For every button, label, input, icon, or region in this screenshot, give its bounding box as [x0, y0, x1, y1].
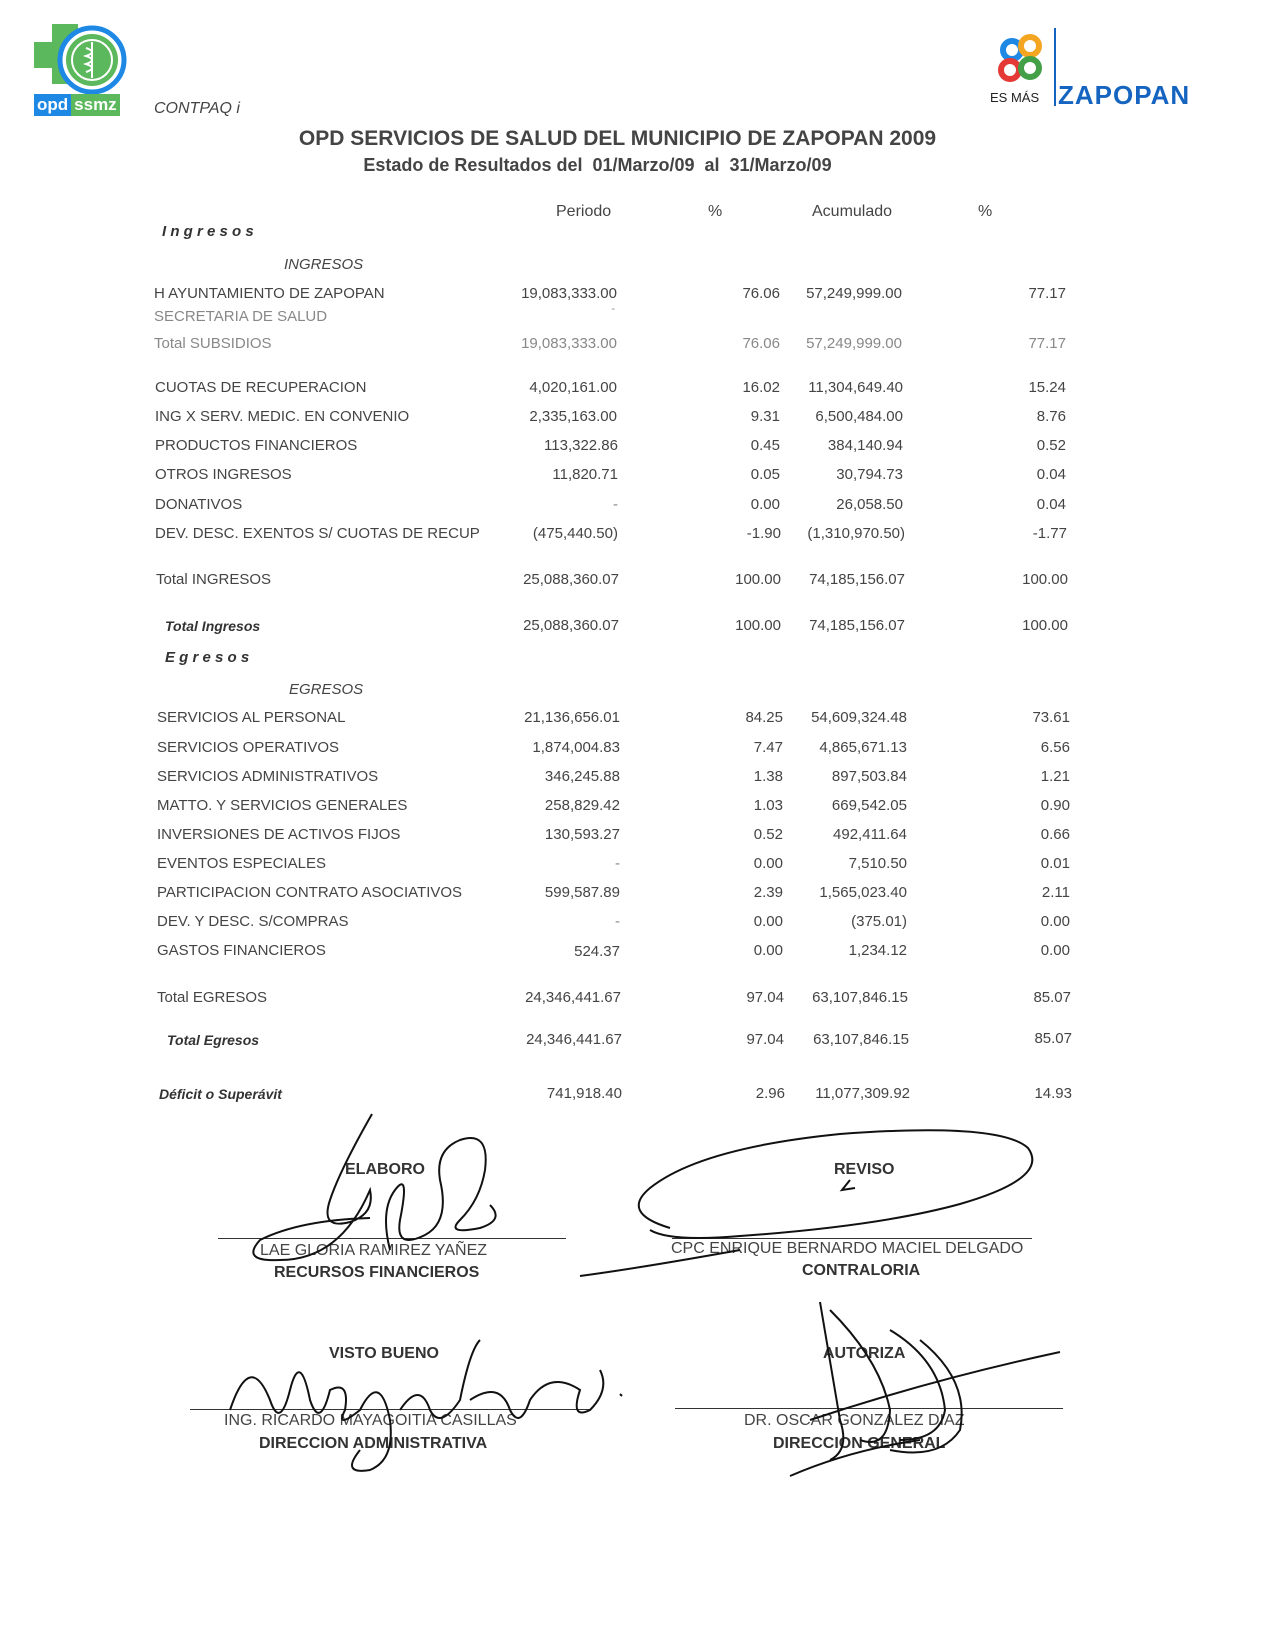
row-label: GASTOS FINANCIEROS: [157, 942, 326, 959]
row-periodo: 4,020,161.00: [529, 379, 617, 396]
row-acumulado: (375.01): [851, 913, 907, 930]
row-acumulado: 26,058.50: [836, 496, 903, 513]
signer-department: DIRECCION ADMINISTRATIVA: [259, 1435, 488, 1452]
column-header-acumulado: Acumulado: [812, 203, 893, 220]
software-name: CONTPAQ i: [154, 100, 240, 117]
row-periodo: -: [613, 496, 618, 513]
row-pct2: 15.24: [1028, 379, 1066, 396]
row-label: DONATIVOS: [155, 496, 243, 513]
ssmz-logo-text: ssmz: [71, 94, 120, 116]
row-pct1: 100.00: [735, 571, 781, 588]
row-periodo: 11,820.71: [552, 466, 618, 483]
row-label: SERVICIOS AL PERSONAL: [157, 709, 346, 726]
signer-department: CONTRALORIA: [802, 1262, 921, 1279]
row-label: Total INGRESOS: [156, 571, 272, 588]
row-pct1: 0.00: [753, 855, 783, 872]
group-ingresos: INGRESOS: [284, 256, 364, 273]
row-pct1: 0.52: [753, 826, 783, 843]
row-pct1: 0.00: [753, 913, 783, 930]
row-pct1: 0.05: [750, 466, 780, 483]
row-pct2: 100.00: [1022, 617, 1068, 634]
row-pct2: 0.66: [1040, 826, 1070, 843]
row-pct2: 77.17: [1028, 335, 1066, 352]
row-periodo: 524.37: [574, 943, 620, 960]
row-pct1: 0.00: [753, 942, 783, 959]
row-pct2: 85.07: [1033, 989, 1071, 1006]
row-acumulado: 1,234.12: [848, 942, 907, 959]
row-label: MATTO. Y SERVICIOS GENERALES: [157, 797, 408, 814]
row-acumulado: 897,503.84: [831, 768, 907, 785]
row-pct1: 76.06: [742, 285, 780, 302]
signer-name: DR. OSCAR GONZALEZ DIAZ: [744, 1412, 965, 1429]
row-acumulado: 669,542.05: [831, 797, 907, 814]
row-acumulado: 11,304,649.40: [808, 379, 903, 396]
row-acumulado: 11,077,309.92: [815, 1085, 910, 1102]
row-label: PRODUCTOS FINANCIEROS: [155, 437, 358, 454]
row-acumulado: 63,107,846.15: [812, 989, 908, 1006]
row-pct1: 0.00: [750, 496, 780, 513]
row-acumulado: (1,310,970.50): [807, 525, 905, 542]
row-acumulado: 74,185,156.07: [809, 571, 905, 588]
row-pct1: 9.31: [750, 408, 780, 425]
handwritten-signature: [220, 1110, 520, 1270]
row-label: Total EGRESOS: [157, 989, 268, 1006]
row-periodo: -: [615, 913, 620, 930]
row-pct2: 0.52: [1036, 437, 1066, 454]
row-label: EVENTOS ESPECIALES: [157, 855, 326, 872]
row-label: CUOTAS DE RECUPERACION: [155, 379, 367, 396]
row-pct1: 2.96: [755, 1085, 785, 1102]
zapopan-tagline: ES MÁS: [990, 90, 1040, 105]
row-pct1: 0.45: [750, 437, 780, 454]
row-pct1: 1.03: [753, 797, 783, 814]
row-pct2: 0.00: [1040, 942, 1070, 959]
row-label: Total SUBSIDIOS: [154, 335, 272, 352]
row-acumulado: 7,510.50: [848, 855, 907, 872]
signer-name: LAE GLORIA RAMIREZ YAÑEZ: [260, 1242, 488, 1259]
row-pct2: 0.04: [1036, 466, 1066, 483]
row-acumulado: 63,107,846.15: [813, 1031, 909, 1048]
row-label: Total Egresos: [167, 1032, 260, 1048]
row-label: OTROS INGRESOS: [155, 466, 292, 483]
row-pct2: 85.07: [1034, 1030, 1072, 1047]
row-label: Total Ingresos: [165, 618, 261, 634]
row-label: INVERSIONES DE ACTIVOS FIJOS: [157, 826, 401, 843]
row-pct1: 97.04: [746, 1031, 784, 1048]
row-periodo: 25,088,360.07: [523, 571, 619, 588]
row-pct1: 84.25: [745, 709, 783, 726]
row-periodo: 741,918.40: [546, 1085, 622, 1102]
row-pct1: 100.00: [735, 617, 781, 634]
row-label: Déficit o Superávit: [159, 1086, 282, 1102]
opd-ssmz-logo: [34, 24, 130, 120]
row-pct2: 2.11: [1041, 884, 1070, 901]
row-pct2: 0.04: [1036, 496, 1066, 513]
zapopan-logo: [988, 28, 1198, 110]
row-pct2: 77.17: [1028, 285, 1066, 302]
row-periodo: 24,346,441.67: [525, 989, 621, 1006]
row-label: SERVICIOS OPERATIVOS: [157, 739, 339, 756]
report-title: OPD SERVICIOS DE SALUD DEL MUNICIPIO DE ZAPOPAN 2009: [298, 127, 937, 150]
row-periodo: 25,088,360.07: [523, 617, 619, 634]
row-pct1: -1.90: [746, 525, 781, 542]
zapopan-name: ZAPOPAN: [1058, 80, 1191, 110]
row-pct2: 0.90: [1040, 797, 1070, 814]
signature-role: AUTORIZA: [823, 1345, 906, 1362]
row-pct1: 76.06: [742, 335, 780, 352]
row-label: PARTICIPACION CONTRATO ASOCIATIVOS: [157, 884, 463, 901]
row-pct1: 97.04: [746, 989, 784, 1006]
handwritten-signature: [770, 1300, 1070, 1480]
row-periodo: 130,593.27: [544, 826, 620, 843]
row-acumulado: 1,565,023.40: [819, 884, 907, 901]
row-periodo: 21,136,656.01: [524, 709, 620, 726]
row-pct1: 1.38: [753, 768, 783, 785]
row-pct2: 6.56: [1040, 739, 1070, 756]
row-pct2: 0.01: [1040, 855, 1070, 872]
row-label: SERVICIOS ADMINISTRATIVOS: [157, 768, 379, 785]
row-periodo: 2,335,163.00: [529, 408, 617, 425]
row-periodo: -: [611, 303, 615, 315]
column-header-periodo: Periodo: [556, 203, 612, 220]
row-acumulado: 4,865,671.13: [819, 739, 907, 756]
group-egresos: EGRESOS: [289, 681, 364, 698]
section-ingresos: I n g r e s o s: [162, 223, 254, 240]
row-acumulado: 57,249,999.00: [806, 335, 902, 352]
row-pct1: 2.39: [753, 884, 783, 901]
row-acumulado: 74,185,156.07: [809, 617, 905, 634]
row-periodo: 113,322.86: [544, 437, 618, 454]
row-pct2: 14.93: [1034, 1085, 1072, 1102]
row-periodo: 19,083,333.00: [521, 335, 617, 352]
signer-name: CPC ENRIQUE BERNARDO MACIEL DELGADO: [671, 1240, 1024, 1257]
section-egresos: E g r e s o s: [165, 649, 250, 666]
row-pct2: -1.77: [1032, 525, 1067, 542]
signer-department: RECURSOS FINANCIEROS: [274, 1264, 480, 1281]
row-label: DEV. Y DESC. S/COMPRAS: [157, 913, 349, 930]
row-pct2: 73.61: [1032, 709, 1070, 726]
report-subtitle: Estado de Resultados del 01/Marzo/09 al 31/Marzo/09: [363, 155, 832, 175]
signer-department: DIRECCION GENERAL: [773, 1435, 946, 1452]
row-periodo: 19,083,333.00: [521, 285, 617, 302]
row-periodo: -: [615, 855, 620, 872]
signature-role: ELABORO: [345, 1161, 425, 1178]
row-pct2: 8.76: [1036, 408, 1066, 425]
row-periodo: 1,874,004.83: [532, 739, 620, 756]
opd-logo-text: opd: [34, 94, 71, 116]
row-periodo: 24,346,441.67: [526, 1031, 622, 1048]
row-acumulado: 492,411.64: [833, 826, 907, 843]
row-acumulado: 384,140.94: [827, 437, 903, 454]
signer-name: ING. RICARDO MAYAGOITIA CASILLAS: [224, 1412, 517, 1429]
row-acumulado: 30,794.73: [836, 466, 903, 483]
row-periodo: 258,829.42: [544, 797, 620, 814]
row-label: SECRETARIA DE SALUD: [154, 308, 328, 325]
row-acumulado: 54,609,324.48: [811, 709, 907, 726]
row-periodo: (475,440.50): [532, 525, 618, 542]
handwritten-signature: [580, 1118, 1040, 1278]
row-acumulado: 57,249,999.00: [806, 285, 902, 302]
zapopan-flower-icon: [992, 32, 1052, 90]
signature-role: REVISO: [834, 1161, 895, 1178]
row-pct2: 0.00: [1040, 913, 1070, 930]
row-label: H AYUNTAMIENTO DE ZAPOPAN: [154, 285, 385, 302]
row-pct1: 16.02: [742, 379, 780, 396]
row-periodo: 346,245.88: [544, 768, 620, 785]
row-acumulado: 6,500,484.00: [815, 408, 903, 425]
row-pct2: 100.00: [1022, 571, 1068, 588]
column-header-pct2: %: [978, 203, 993, 220]
row-pct1: 7.47: [753, 739, 783, 756]
row-label: DEV. DESC. EXENTOS S/ CUOTAS DE RECUP: [155, 525, 480, 542]
column-header-pct1: %: [708, 203, 723, 220]
row-label: ING X SERV. MEDIC. EN CONVENIO: [155, 408, 410, 425]
row-periodo: 599,587.89: [544, 884, 620, 901]
row-pct2: 1.21: [1040, 768, 1070, 785]
signature-role: VISTO BUENO: [329, 1345, 439, 1362]
handwritten-signature: [210, 1330, 640, 1480]
